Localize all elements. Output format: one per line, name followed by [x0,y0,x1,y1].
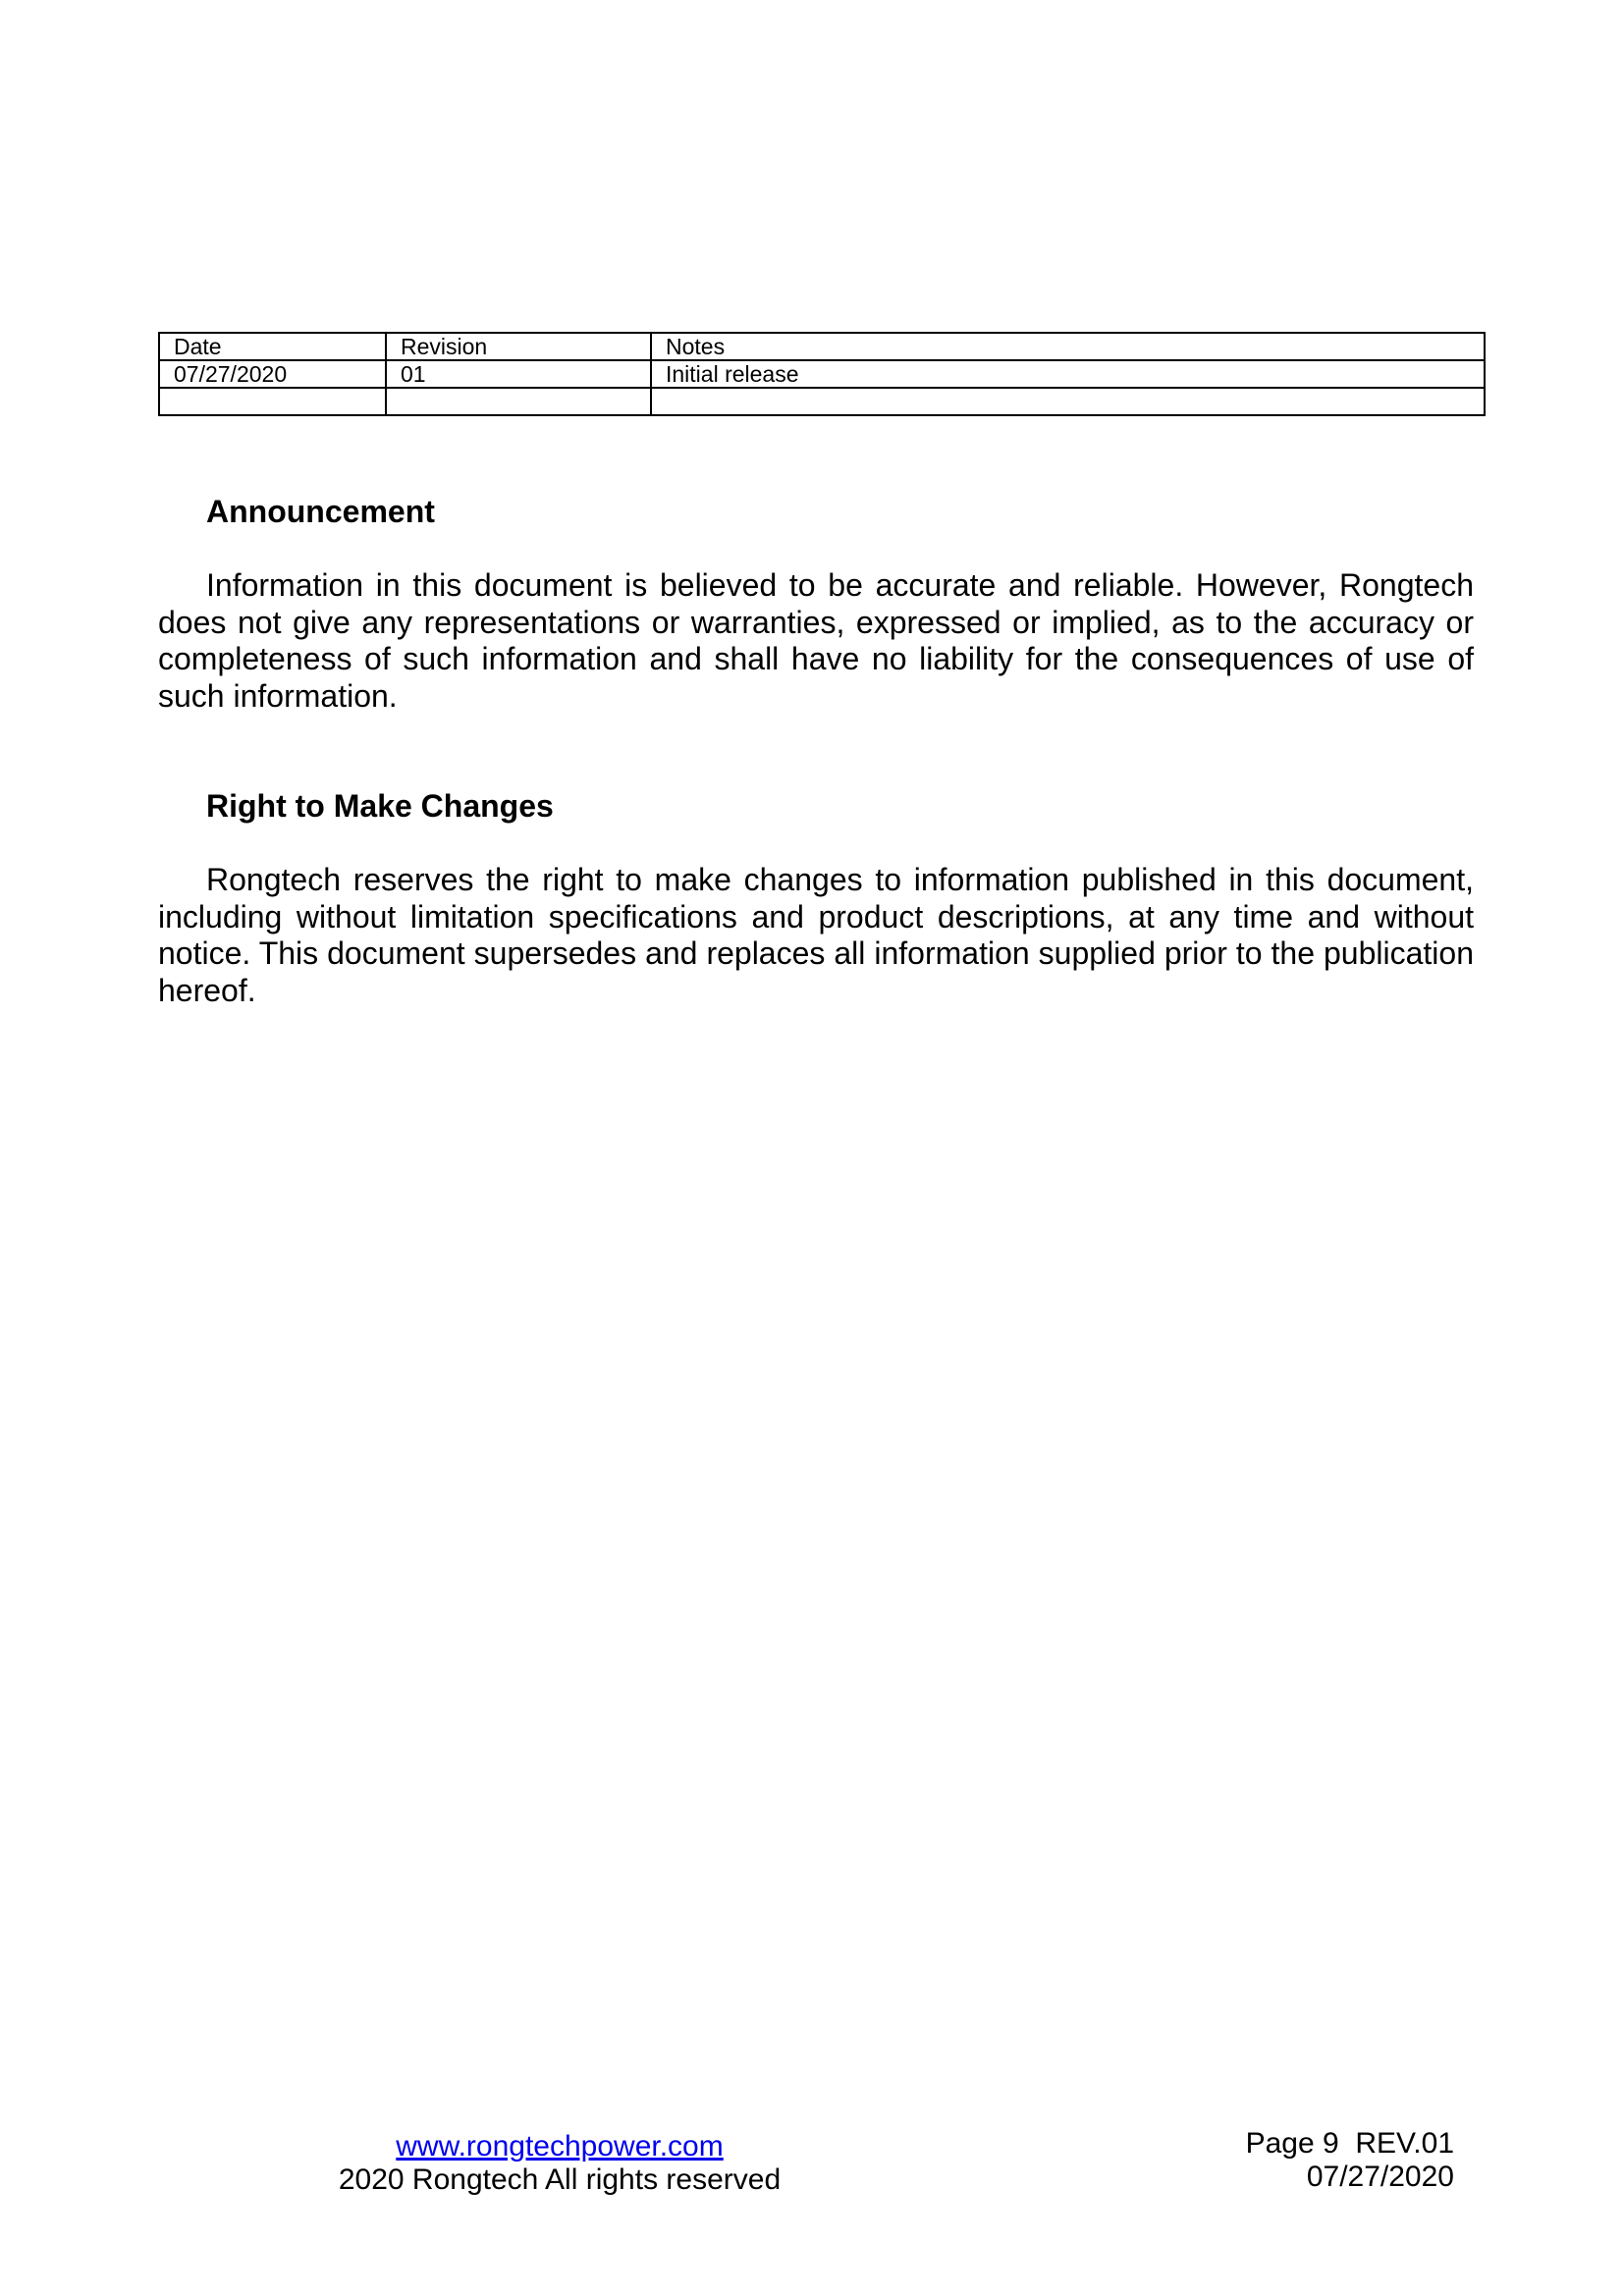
cell-notes [651,388,1485,415]
cell-notes: Initial release [651,360,1485,388]
right-to-make-changes-text: Rongtech reserves the right to make changes to information published in this document, including without limitation specifications and product descriptions, at any time and without notice. This document supersedes and replaces all information supplied prior to the publication hereof. [158,862,1474,1008]
cell-revision: 01 [386,360,651,388]
table-row [159,360,1485,388]
right-to-make-changes-heading: Right to Make Changes [206,788,554,824]
cell-date: 07/27/2020 [159,360,386,388]
table-header-row [159,333,1485,360]
announcement-heading: Announcement [206,494,435,529]
announcement-text: Information in this document is believed to be accurate and reliable. However, Rongtech does not give any representations or warranties, expressed or implied, as to the accuracy or completeness of such information and shall have no liability for the consequences of use of such information. [158,567,1474,714]
cell-revision [386,388,651,415]
page-info: Page 9 REV.01 [1245,2127,1454,2160]
copyright-text: 2020 Rongtech All rights reserved [338,2163,782,2196]
header-notes: Notes [651,333,1485,360]
revision-history-table [158,332,1486,416]
website-link[interactable]: www.rongtechpower.com [396,2130,724,2163]
footer-left [295,2130,825,2197]
header-date: Date [159,333,386,360]
footer-right [1246,2127,1454,2194]
cell-date [159,388,386,415]
table-row [159,388,1485,415]
header-revision: Revision [386,333,651,360]
footer-date: 07/27/2020 [1306,2161,1454,2193]
